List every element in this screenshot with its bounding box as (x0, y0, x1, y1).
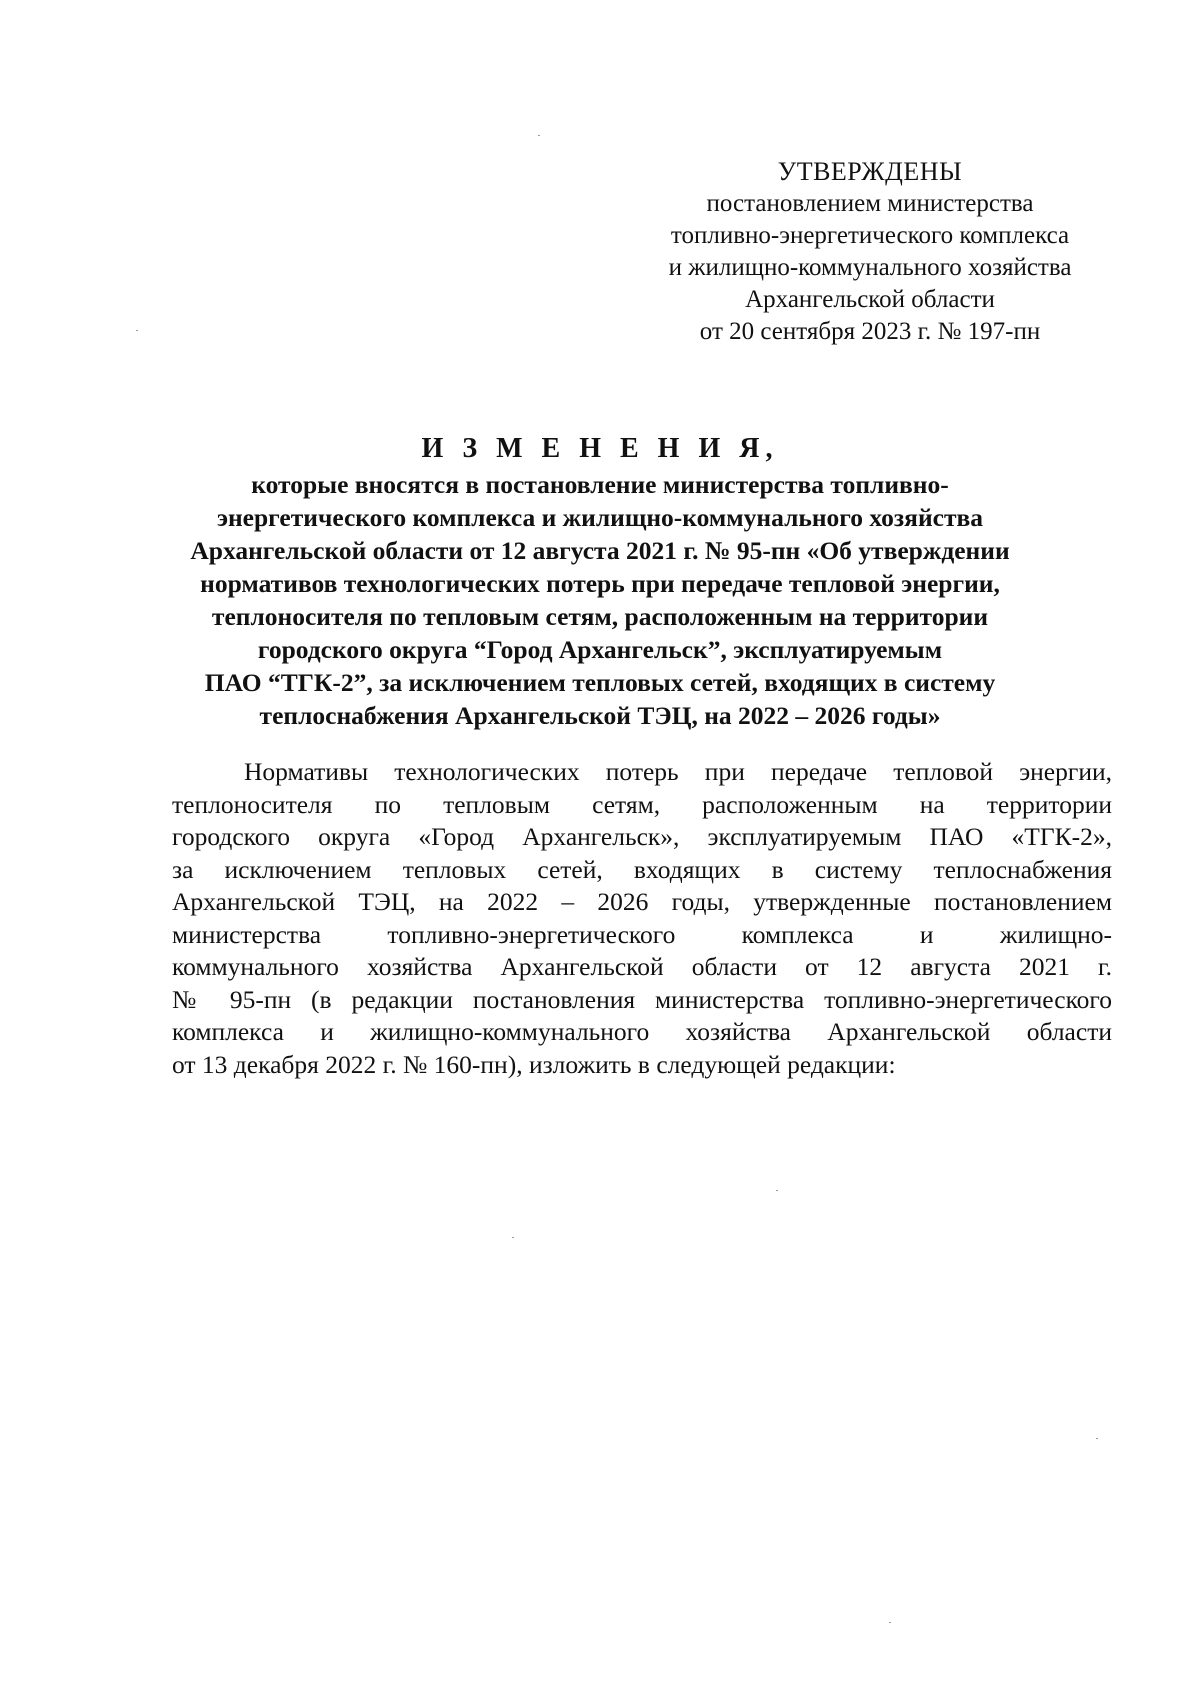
body-line: Архангельской ТЭЦ, на 2022 – 2026 годы, утвержденные постановлением (172, 887, 1112, 916)
approval-line: от 20 сентября 2023 г. № 197-пн (699, 318, 1041, 345)
body-line: министерства топливно-энергетического комплекса и жилищно- (172, 919, 1112, 949)
scan-speck (1096, 1438, 1098, 1439)
approval-line: постановлением министерства (706, 190, 1034, 217)
subtitle-line: теплоносителя по тепловым сетям, расположенным на территории (211, 602, 989, 631)
body-line: коммунального хозяйства Архангельской области от 12 августа 2021 г. (172, 952, 1112, 981)
subtitle-line: энергетического комплекса и жилищно-коммунального хозяйства (216, 503, 984, 532)
scan-speck (512, 1237, 514, 1238)
body-line: комплекса и жилищно-коммунального хозяйства Архангельской области (172, 1017, 1112, 1046)
approval-heading: УТВЕРЖДЕНЫ (777, 157, 963, 186)
document-subtitle (110, 468, 1090, 732)
scan-speck (538, 135, 540, 136)
document-title: И З М Е Н Е Н И Я, (421, 433, 779, 464)
approval-block (600, 156, 1140, 348)
approval-line: и жилищно-коммунального хозяйства (668, 254, 1072, 281)
approval-line: Архангельской области (745, 286, 995, 313)
scan-speck (889, 1622, 891, 1623)
body-paragraph (172, 756, 1112, 1081)
body-line: городского округа «Город Архангельск», эксплуатируемым ПАО «ТГК-2», (172, 822, 1112, 851)
subtitle-line: ПАО “ТГК-2”, за исключением тепловых сетей, входящих в систему (204, 668, 996, 697)
body-line: за исключением тепловых сетей, входящих в систему теплоснабжения (172, 854, 1112, 884)
subtitle-line: которые вносятся в постановление министерства топливно- (251, 470, 949, 499)
approval-line: топливно-энергетического комплекса (670, 222, 1070, 249)
scan-speck (136, 330, 138, 331)
subtitle-line: Архангельской области от 12 августа 2021 г. № 95-пн «Об утверждении (190, 536, 1010, 565)
subtitle-line: городского округа “Город Архангельск”, эксплуатируемым (257, 635, 943, 664)
body-line: № 95-пн (в редакции постановления министерства топливно-энергетического (172, 984, 1112, 1014)
scan-speck (776, 1190, 778, 1191)
body-line: от 13 декабря 2022 г. № 160-пн), изложить в следующей редакции: (172, 1049, 896, 1079)
subtitle-line: теплоснабжения Архангельской ТЭЦ, на 2022 – 2026 годы» (259, 701, 941, 730)
subtitle-line: нормативов технологических потерь при передаче тепловой энергии, (200, 569, 1000, 598)
body-line: теплоносителя по тепловым сетям, расположенным на территории (172, 789, 1112, 819)
body-line: Нормативы технологических потерь при передаче тепловой энергии, (244, 757, 1112, 786)
